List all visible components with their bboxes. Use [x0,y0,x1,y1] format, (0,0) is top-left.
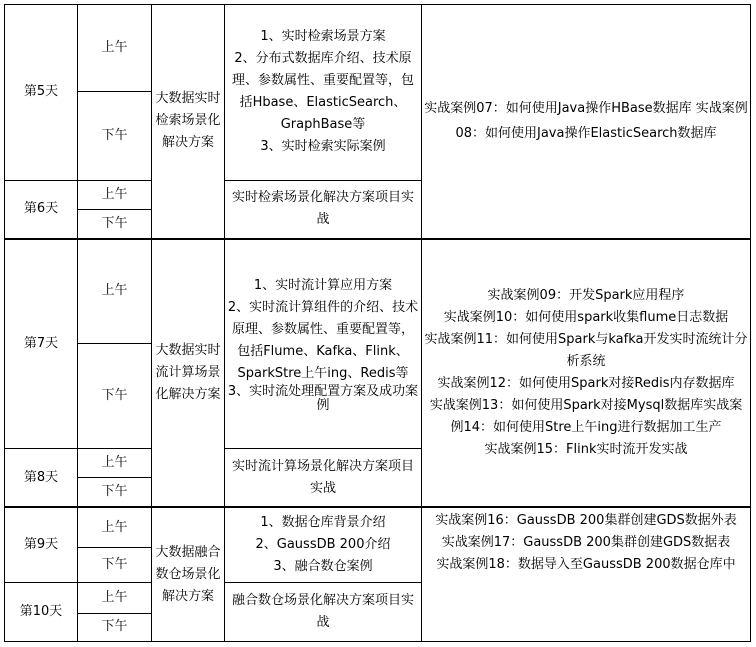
content-cell [225,239,422,449]
content-line: 2、分布式数据库介绍、技术原理、参数属性、重要配置等，包括Hbase、ElasticSearch、GraphBase等 [231,51,414,133]
cases-cell [422,5,751,239]
cases-cell [422,239,751,508]
morning-label: 上午 [78,583,152,613]
project-cell [225,449,422,508]
day-label: 第8天 [5,449,78,508]
morning-label: 上午 [78,5,152,92]
case-text: 实战案例07：如何使用Java操作HBase数据库 实战案例08：如何使用Java操作ElasticSearch数据库 [424,101,748,142]
case-line: 实战案例18：数据导入至GaussDB 200数据仓库中 [436,557,736,573]
morning-label: 上午 [78,449,152,478]
project-text: 实时流计算场景化解决方案项目实战 [231,458,414,496]
table-row [5,507,751,547]
afternoon-label: 下午 [78,548,152,583]
theme-text: 大数据实时检索场景化解决方案 [155,91,221,151]
cases-cell [422,507,751,641]
content-line: 1、实时流计算应用方案 [253,277,393,293]
afternoon-label: 下午 [78,209,152,238]
content-line: 1、实时检索场景方案 [260,29,386,45]
content-line: 1、数据仓库背景介绍 [260,515,386,531]
case-line: 实战案例16：GaussDB 200集群创建GDS数据外表 [435,513,737,529]
case-line: 实战案例13：如何使用Spark对接Mysql数据库实战案例14：如何使用Stre上午ing进行数据加工生产 [429,397,743,435]
afternoon-label: 下午 [78,478,152,507]
day-label: 第9天 [5,507,78,583]
afternoon-label: 下午 [78,344,152,449]
day-label: 第10天 [5,583,78,642]
project-cell [225,583,422,642]
day-label: 第5天 [5,5,78,181]
content-line: 3、实时流处理配置方案及成功案例 [227,383,419,413]
content-cell [225,5,422,181]
day-label: 第6天 [5,180,78,239]
afternoon-label: 下午 [78,613,152,641]
theme-cell [152,239,225,508]
case-line: 实战案例12：如何使用Spark对接Redis内存数据库 [437,375,735,391]
morning-label: 上午 [78,239,152,344]
case-line: 实战案例09：开发Spark应用程序 [487,287,685,303]
content-line: 3、融合数仓案例 [273,559,373,575]
project-cell [225,180,422,239]
theme-text: 大数据融合数仓场景化解决方案 [155,544,221,604]
course-schedule-table [4,4,751,642]
table-row [5,5,751,92]
content-line: 2、实时流计算组件的介绍、技术原理、参数属性、重要配置等，包括Flume、Kafka、Flink、SparkStre上午ing、Redis等 [227,299,419,381]
day-label: 第7天 [5,239,78,449]
project-text: 融合数仓场景化解决方案项目实战 [231,593,414,631]
morning-label: 上午 [78,180,152,209]
project-text: 实时检索场景化解决方案项目实战 [231,190,414,228]
theme-cell [152,507,225,641]
case-line: 实战案例11：如何使用Spark与kafka开发实时流统计分析系统 [424,331,748,369]
morning-label: 上午 [78,507,152,547]
content-cell [225,507,422,583]
content-line: 3、实时检索实际案例 [260,139,386,155]
theme-cell [152,5,225,239]
theme-text: 大数据实时流计算场景化解决方案 [155,342,221,402]
table-row [5,239,751,344]
afternoon-label: 下午 [78,91,152,180]
case-line: 实战案例15：Flink实时流开发实战 [484,441,688,457]
case-line: 实战案例10：如何使用spark收集flume日志数据 [443,309,729,325]
case-line: 实战案例17：GaussDB 200集群创建GDS数据表 [441,535,731,551]
content-line: 2、GaussDB 200介绍 [255,537,391,553]
